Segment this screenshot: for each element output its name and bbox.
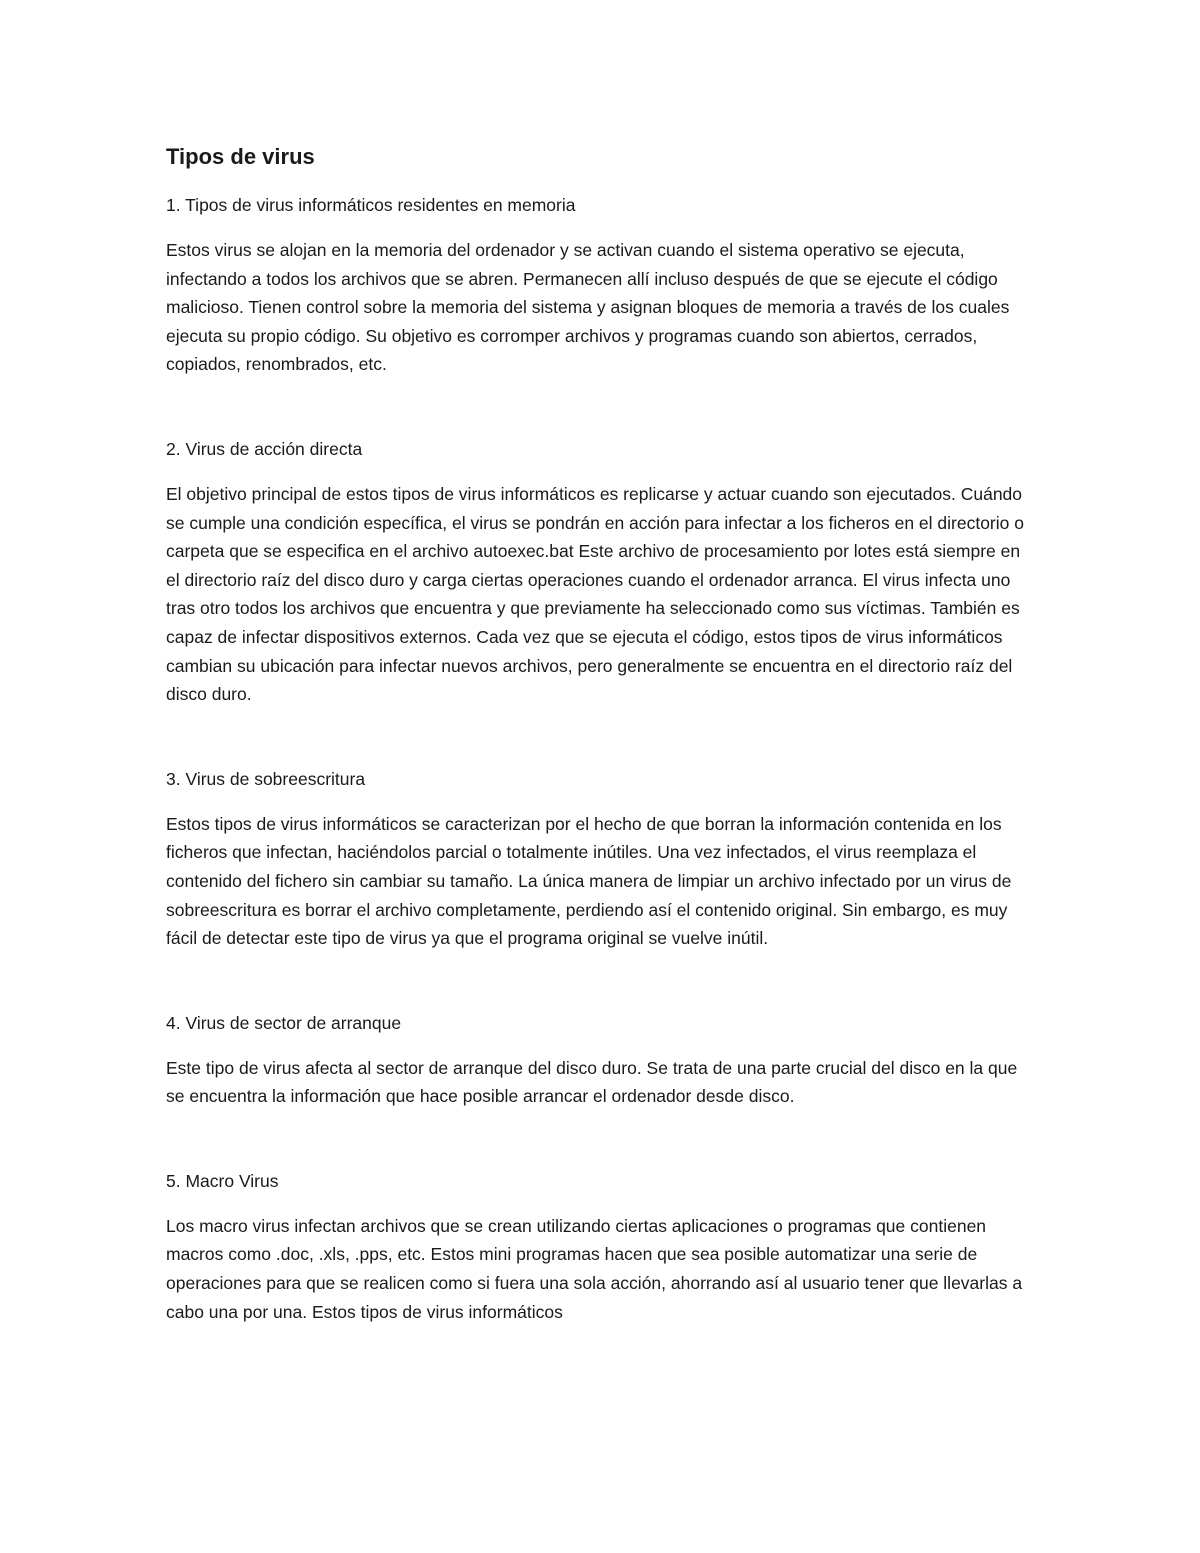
section-body: Este tipo de virus afecta al sector de arranque del disco duro. Se trata de una parte crucial del disco en la que se encuentra la información que hace posible arrancar el ordenador desde disco.	[166, 1057, 1018, 1107]
section-5	[166, 1168, 1036, 1326]
section-4	[166, 1010, 1036, 1111]
section-heading: 2. Virus de acción directa	[166, 438, 363, 459]
section-3	[166, 766, 1036, 953]
section-gap	[166, 1111, 1036, 1168]
section-body: Los macro virus infectan archivos que se crean utilizando ciertas aplicaciones o programas que contienen macros como .doc, .xls, .pps, etc. Estos mini programas hacen que sea posible automatizar una serie de operaciones para que se realicen como si fuera una sola acción, ahorrando así al usuario tener que llevarlas a cabo una por una. Estos tipos de virus informáticos	[166, 1215, 1023, 1322]
section-heading: 4. Virus de sector de arranque	[166, 1012, 402, 1033]
section-body: Estos tipos de virus informáticos se caracterizan por el hecho de que borran la información contenida en los ficheros que infectan, haciéndolos parcial o totalmente inútiles. Una vez infectados, el virus reemplaza el contenido del fichero sin cambiar su tamaño. La única manera de limpiar un archivo infectado por un virus de sobreescritura es borrar el archivo completamente, perdiendo así el contenido original. Sin embargo, es muy fácil de detectar este tipo de virus ya que el programa original se vuelve inútil.	[166, 813, 1012, 949]
section-gap	[166, 379, 1036, 436]
section-1	[166, 192, 1036, 379]
section-body: El objetivo principal de estos tipos de virus informáticos es replicarse y actuar cuando son ejecutados. Cuándo se cumple una condición específica, el virus se pondrán en acción para infectar a los ficheros en el directorio o carpeta que se especifica en el archivo autoexec.bat Este archivo de procesamiento por lotes está siempre en el directorio raíz del disco duro y carga ciertas operaciones cuando el ordenador arranca. El virus infecta uno tras otro todos los archivos que encuentra y que previamente ha seleccionado como sus víctimas. También es capaz de infectar dispositivos externos. Cada vez que se ejecuta el código, estos tipos de virus informáticos cambian su ubicación para infectar nuevos archivos, pero generalmente se encuentra en el directorio raíz del disco duro.	[166, 483, 1024, 705]
section-body: Estos virus se alojan en la memoria del ordenador y se activan cuando el sistema operativo se ejecuta, infectando a todos los archivos que se abren. Permanecen allí incluso después de que se ejecute el código malicioso. Tienen control sobre la memoria del sistema y asignan bloques de memoria a través de los cuales ejecuta su propio código. Su objetivo es corromper archivos y programas cuando son abiertos, cerrados, copiados, renombrados, etc.	[166, 240, 1010, 375]
section-heading: 5. Macro Virus	[166, 1170, 279, 1191]
section-gap	[166, 953, 1036, 1010]
section-heading: 3. Virus de sobreescritura	[166, 768, 366, 789]
document-content	[166, 142, 1036, 1326]
section-2	[166, 436, 1036, 709]
section-gap	[166, 709, 1036, 766]
section-heading: 1. Tipos de virus informáticos residentes en memoria	[166, 195, 576, 215]
document-title: Tipos de virus	[166, 144, 315, 169]
